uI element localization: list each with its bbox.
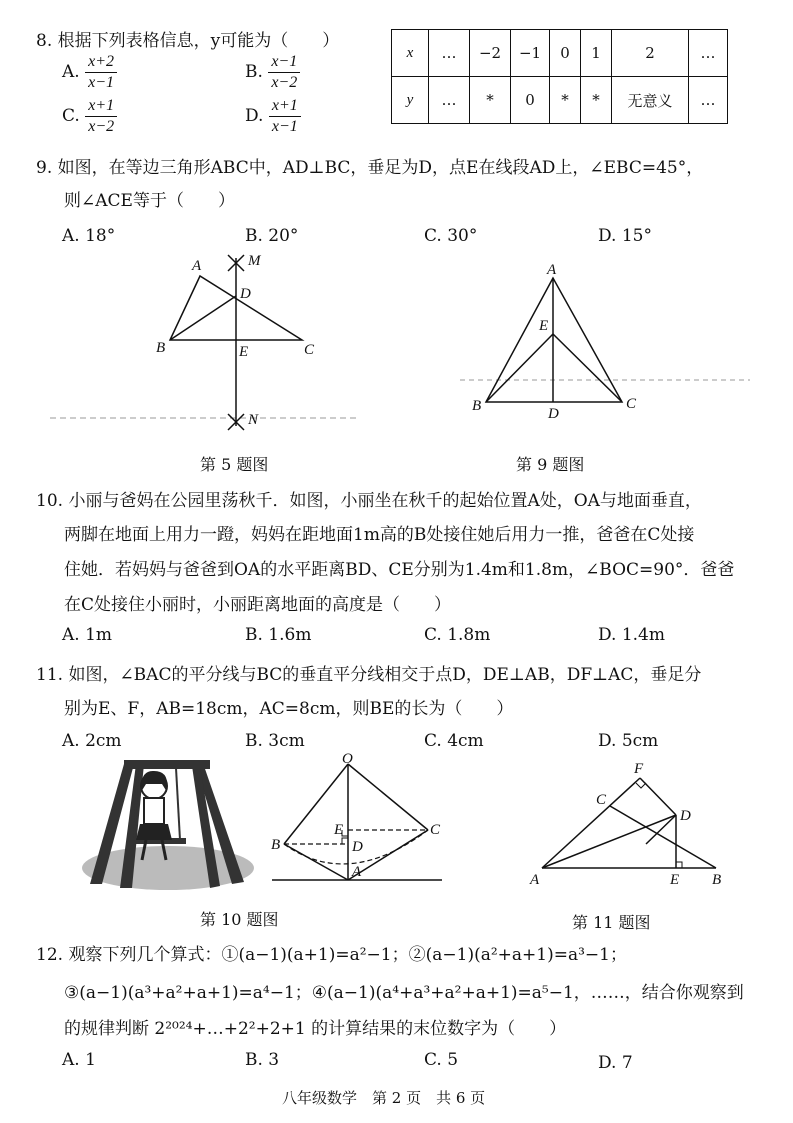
- table-cell: 无意义: [612, 77, 689, 124]
- figure-9-triangle-abc: [486, 278, 622, 402]
- q8-option-c: [62, 96, 117, 137]
- q8-option-d-denominator: x−1: [271, 118, 298, 135]
- figure-10-right-angle-d: [342, 838, 348, 844]
- figure-5-label-b: B: [156, 340, 166, 356]
- table-cell: 0: [511, 77, 550, 124]
- q12-option-d: D. 7: [598, 1053, 633, 1073]
- q10-line-1: 10. 小丽与爸妈在公园里荡秋千．如图，小丽坐在秋千的起始位置A处，OA与地面垂直，: [36, 491, 702, 511]
- figure-11-label-b: B: [712, 872, 722, 888]
- table-cell: …: [429, 77, 470, 124]
- q8-option-a-fraction: [85, 52, 117, 93]
- figure-5-label-a: A: [192, 258, 202, 274]
- figure-9-caption: 第 9 题图: [516, 455, 585, 474]
- q8-stem: 8. 根据下列表格信息，y可能为（ ）: [36, 31, 340, 51]
- q10-option-d: D. 1.4m: [598, 625, 665, 645]
- figure-11-segment-cb: [610, 806, 716, 868]
- page-footer: 八年级数学 第 2 页 共 6 页: [282, 1089, 486, 1107]
- figure-10-diagram: [266, 752, 448, 888]
- q8-value-table: [391, 29, 728, 124]
- figure-9-label-d: D: [548, 406, 559, 422]
- q8-option-b-denominator: x−2: [271, 74, 298, 91]
- q11-option-c: C. 4cm: [424, 731, 484, 751]
- q10-option-b: B. 1.6m: [245, 625, 312, 645]
- table-cell: *: [581, 77, 612, 124]
- table-cell: 2: [612, 30, 689, 77]
- q12-line-2: ③(a−1)(a³+a²+a+1)=a⁴−1；④(a−1)(a⁴+a³+a²+a+1)=a⁵−1，……，结合你观察到: [64, 983, 744, 1003]
- figure-11-ray-af: [542, 778, 640, 868]
- q10-line-4: 在C处接住小丽时，小丽距离地面的高度是（ ）: [64, 595, 452, 615]
- q10-option-c: C. 1.8m: [424, 625, 491, 645]
- q8-option-a-numerator: x+2: [85, 52, 117, 73]
- q10-line-2: 两脚在地面上用力一蹬，妈妈在距地面1m高的B处接住她后用力一推，爸爸在C处接: [64, 525, 695, 545]
- q12-option-b: B. 3: [245, 1050, 280, 1070]
- girl-skirt: [136, 824, 172, 840]
- q12-option-c: C. 5: [424, 1050, 459, 1070]
- q8-option-d-letter: D.: [245, 106, 264, 126]
- swing-illustration: [80, 758, 258, 894]
- figure-5-label-c: C: [304, 342, 315, 358]
- q11-line-1: 11. 如图，∠BAC的平分线与BC的垂直平分线相交于点D，DE⊥AB，DF⊥AC，垂足分: [36, 665, 702, 685]
- figure-9-label-e: E: [539, 318, 549, 334]
- figure-9-label-a: A: [547, 262, 557, 278]
- table-cell: −2: [470, 30, 511, 77]
- q9-line-1: 9. 如图，在等边三角形ABC中，AD⊥BC，垂足为D，点E在线段AD上，∠EBC=45°，: [36, 158, 704, 178]
- q8-option-b-fraction: [268, 52, 300, 93]
- q10-line-3: 住她．若妈妈与爸爸到OA的水平距离BD、CE分别为1.4m和1.8m，∠BOC=90°．爸爸: [64, 560, 735, 580]
- table-cell: *: [470, 77, 511, 124]
- figure-10-caption: 第 10 题图: [200, 910, 279, 929]
- figure-10-label-b: B: [271, 837, 281, 853]
- figure-11-label-e: E: [670, 872, 680, 888]
- q12-line-1: 12. 观察下列几个算式：①(a−1)(a+1)=a²−1；②(a−1)(a²+a+1)=a³−1；: [36, 945, 627, 965]
- q12-option-a: A. 1: [62, 1050, 96, 1070]
- q8-option-b: [245, 52, 300, 93]
- table-cell: …: [689, 77, 728, 124]
- figure-5-label-n: N: [248, 412, 259, 428]
- figure-10-segment-oc: [348, 764, 428, 830]
- swing-top-beam: [124, 760, 210, 769]
- q9-option-c: C. 30°: [424, 226, 478, 246]
- figure-11-caption: 第 11 题图: [572, 913, 651, 932]
- q8-option-a-denominator: x−1: [88, 74, 114, 91]
- figure-10-label-o: O: [342, 752, 353, 767]
- swing-chain-right: [176, 768, 180, 840]
- figure-5-label-d: D: [240, 286, 251, 302]
- figure-10-label-d: D: [352, 839, 363, 855]
- q9-option-a: A. 18°: [62, 226, 116, 246]
- figure-11-label-d: D: [680, 808, 691, 824]
- q8-option-c-letter: C.: [62, 106, 80, 126]
- q8-option-d-fraction: [269, 96, 301, 137]
- figure-9-diagram: [460, 258, 760, 428]
- q8-option-a: [62, 52, 117, 93]
- figure-10-label-e: E: [334, 822, 344, 838]
- table-cell: …: [429, 30, 470, 77]
- q10-option-a: A. 1m: [62, 625, 113, 645]
- table-cell: y: [392, 77, 429, 124]
- table-row-y: [392, 77, 728, 124]
- figure-11-diagram: [526, 758, 736, 888]
- figure-11-right-angle-e: [676, 862, 682, 868]
- figure-10-segment-ba: [284, 844, 348, 880]
- q9-line-2: 则∠ACE等于（ ）: [64, 191, 235, 211]
- table-cell: x: [392, 30, 429, 77]
- q8-option-d: [245, 96, 301, 137]
- q8-option-c-fraction: [85, 96, 117, 137]
- q8-option-c-denominator: x−2: [88, 118, 115, 135]
- figure-5-caption: 第 5 题图: [200, 455, 269, 474]
- table-cell: 0: [550, 30, 581, 77]
- table-cell: −1: [511, 30, 550, 77]
- figure-11-label-a: A: [530, 872, 540, 888]
- figure-9-label-b: B: [472, 398, 482, 414]
- figure-9-segment-ce: [553, 334, 622, 402]
- figure-9-label-c: C: [626, 396, 637, 412]
- figure-11-label-f: F: [634, 761, 644, 777]
- q9-option-d: D. 15°: [598, 226, 652, 246]
- figure-11-bisector-ad: [542, 815, 676, 868]
- q8-option-c-numerator: x+1: [85, 96, 117, 117]
- figure-5-label-m: M: [248, 253, 261, 269]
- q11-option-d: D. 5cm: [598, 731, 659, 751]
- figure-9-segment-be: [486, 334, 553, 402]
- table-row-x: [392, 30, 728, 77]
- q8-option-a-letter: A.: [62, 62, 80, 82]
- girl-body: [144, 798, 164, 824]
- figure-11-label-c: C: [596, 792, 607, 808]
- figure-5-label-e: E: [239, 344, 249, 360]
- q11-line-2: 别为E、F，AB=18cm，AC=8cm，则BE的长为（ ）: [64, 699, 514, 719]
- q8-option-b-letter: B.: [245, 62, 263, 82]
- q12-line-3: 的规律判断 2²⁰²⁴+…+2²+2+1 的计算结果的末位数字为（ ）: [64, 1019, 567, 1039]
- table-cell: 1: [581, 30, 612, 77]
- q8-option-d-numerator: x+1: [269, 96, 301, 117]
- q9-option-b: B. 20°: [245, 226, 299, 246]
- q8-option-b-numerator: x−1: [268, 52, 300, 73]
- table-cell: *: [550, 77, 581, 124]
- figure-10-label-a: A: [352, 864, 362, 880]
- figure-10-label-c: C: [430, 822, 441, 838]
- q11-option-b: B. 3cm: [245, 731, 305, 751]
- table-cell: …: [689, 30, 728, 77]
- figure-5-diagram: [40, 248, 370, 438]
- figure-11-right-angle-f: [636, 783, 646, 788]
- q11-option-a: A. 2cm: [62, 731, 122, 751]
